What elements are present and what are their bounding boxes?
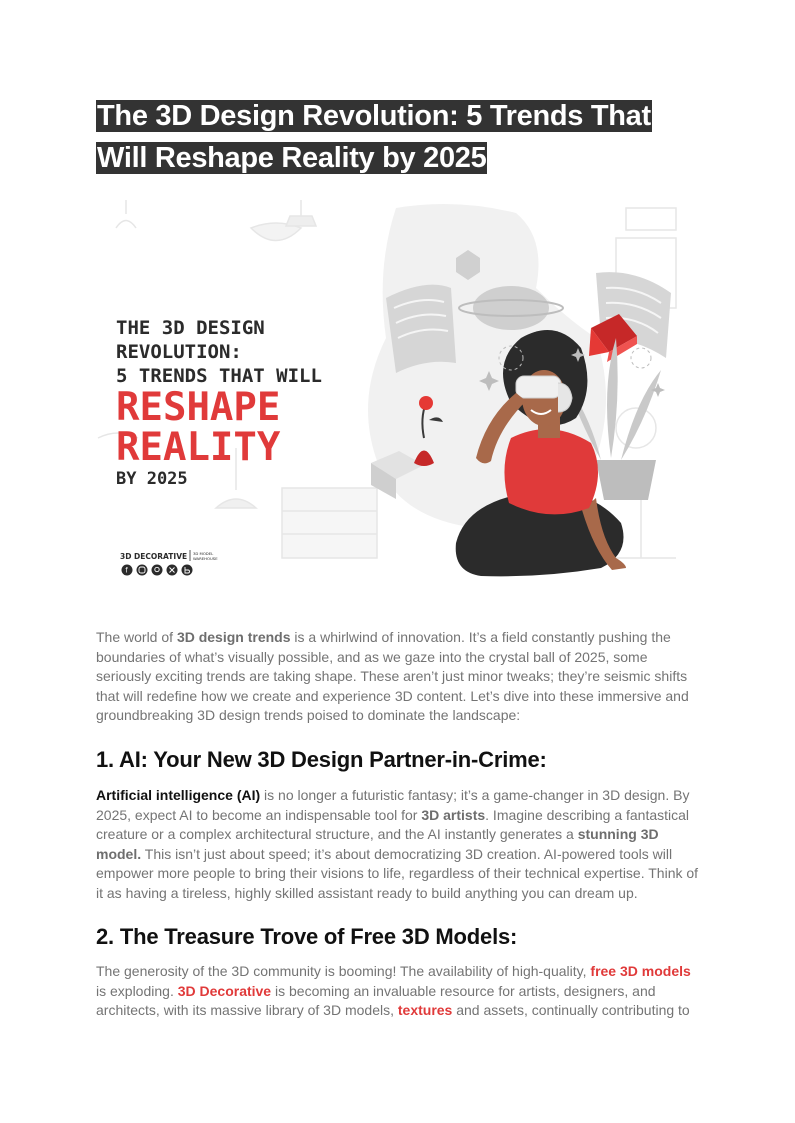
section-heading-free-models: 2. The Treasure Trove of Free 3D Models: <box>96 924 518 949</box>
hero-image <box>96 198 700 580</box>
pinterest-icon[interactable] <box>152 565 163 576</box>
brand-sub-1: 3D MODEL <box>193 551 214 556</box>
ai-text-1: is no longer a futuristic fantasy; it’s a game-changer in 3D design. By 2025, expect AI to become an indispensable tool for <box>96 787 690 823</box>
social-icons <box>122 565 193 576</box>
free-models-text-1: The generosity of the 3D community is booming! The availability of high-quality, <box>96 963 591 979</box>
hero-line-4: RESHAPE <box>116 385 281 430</box>
facebook-icon[interactable] <box>122 565 133 576</box>
hero-illustration <box>96 198 700 580</box>
page-title-line-1: The 3D Design Revolution: 5 Trends That <box>97 100 651 132</box>
ai-bold-3d-artists: 3D artists <box>421 806 486 823</box>
section-heading-ai: 1. AI: Your New 3D Design Partner-in-Crime: <box>96 747 547 772</box>
textures-link[interactable]: textures <box>397 1002 453 1018</box>
instagram-icon[interactable] <box>137 565 148 576</box>
intro-text-1: The world of <box>96 629 177 645</box>
behance-icon[interactable] <box>182 565 193 576</box>
intro-paragraph <box>96 628 700 726</box>
hero-line-6: BY 2025 <box>116 469 188 489</box>
page-title-line-2: Will Reshape Reality by 2025 <box>97 142 487 174</box>
page-title <box>96 95 696 179</box>
hero-line-3: 5 TRENDS THAT WILL <box>116 365 322 387</box>
intro-text-2: is a whirlwind of innovation. It’s a field constantly pushing the boundaries of what’s visually possible, and as we gaze into the crystal ball of 2025, some seriously exciting trends are taking shape. These aren’t just minor tweaks; they’re seismic shifts that will redefine how we create and experience 3D content. Let’s dive into these immersive and groundbreaking 3D design trends poised to dominate the landscape: <box>96 629 689 723</box>
hero-line-2: REVOLUTION: <box>116 341 242 363</box>
hero-heading <box>116 317 322 489</box>
3d-decorative-link[interactable]: 3D Decorative <box>177 982 272 999</box>
free-models-paragraph <box>96 962 700 1021</box>
hero-line-1: THE 3D DESIGN <box>116 317 265 339</box>
ai-bold-stunning-3d-model: stunning 3D model. <box>96 826 659 862</box>
brand-logo <box>120 550 218 561</box>
brand-sub-2: WAREHOUSE <box>193 556 218 561</box>
ai-bold-artificial-intelligence: Artificial intelligence (AI) <box>96 787 261 803</box>
free-models-text-3: is becoming an invaluable resource for artists, designers, and architects, with its massive library of 3D models, <box>96 982 656 1018</box>
free-models-text-4: and assets, continually contributing to <box>452 1002 690 1018</box>
free-3d-models-link[interactable]: free 3D models <box>590 963 691 979</box>
hero-line-5: REALITY <box>116 425 281 470</box>
brand-name: 3D DECORATIVE <box>120 552 188 561</box>
free-models-text-2: is exploding. <box>96 982 178 999</box>
ai-paragraph <box>96 786 700 903</box>
intro-bold-3d-design-trends: 3D design trends <box>176 629 291 645</box>
ai-text-3: This isn’t just about speed; it’s about democratizing 3D creation. AI-powered tools will empower more people to bring their visions to life, regardless of their technical expertise. Think of it as having a tireless, highly skilled assistant ready to build anything you can dream up. <box>96 845 699 901</box>
ai-text-2: . Imagine describing a fantastical creature or a complex architectural structure, and the AI instantly generates a <box>96 806 690 842</box>
x-icon[interactable] <box>167 565 178 576</box>
svg-text:f: f <box>125 566 128 575</box>
